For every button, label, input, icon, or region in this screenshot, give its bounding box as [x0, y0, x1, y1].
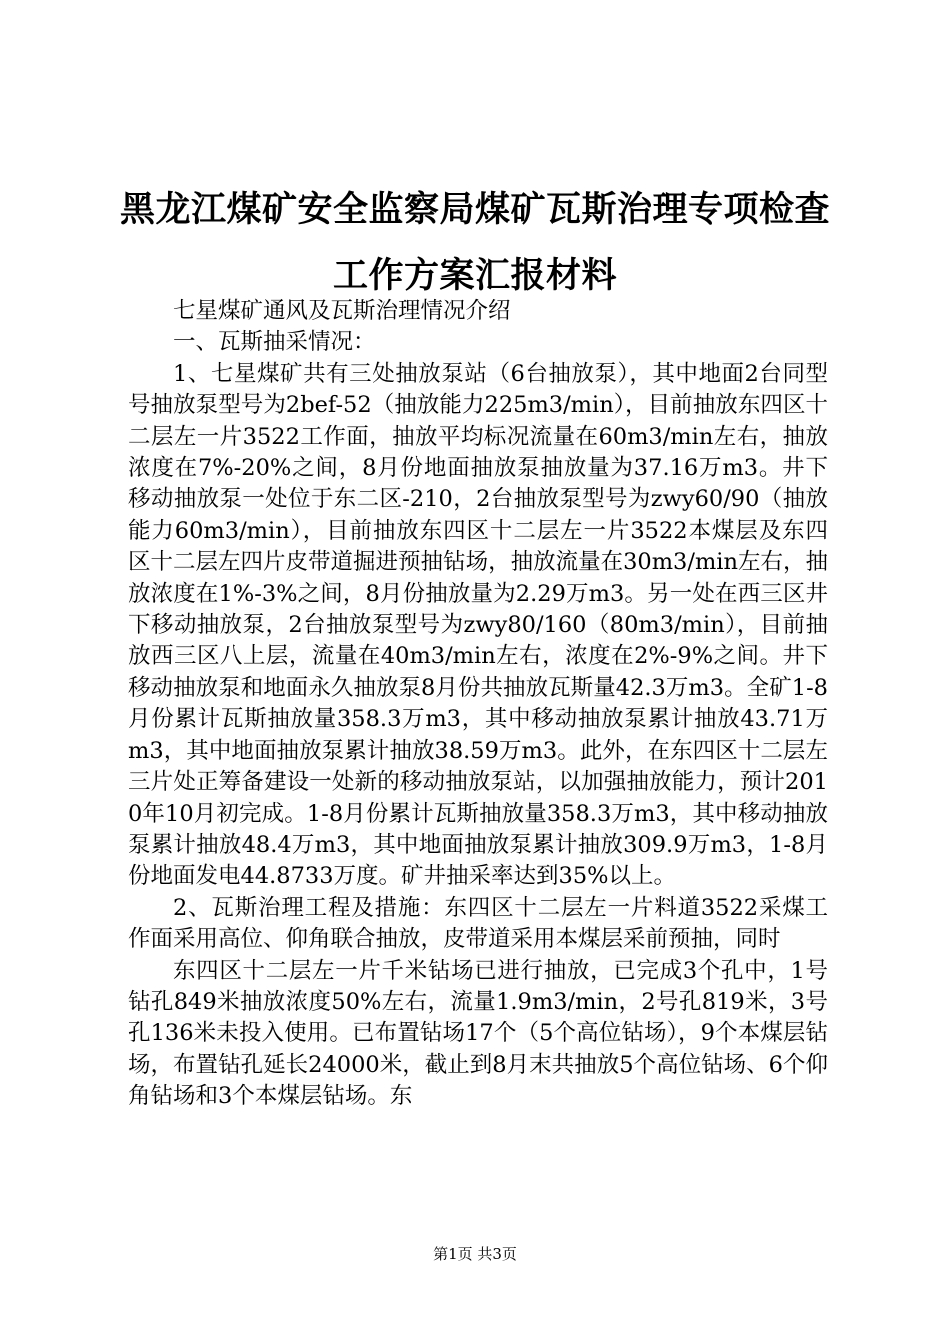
body-paragraph: 东四区十二层左一片千米钻场已进行抽放，已完成3个孔中，1号钻孔849米抽放浓度50%左右，流量1.9m3/min，2号孔819米，3号孔136米未投入使用。已布置钻场17个（5个高位钻场），9个本煤层钻场，布置钻孔延长24000米，截止到8月末共抽放5个高位钻场、6个仰角钻场和3个本煤层钻场。东: [128, 957, 828, 1110]
document-title-line-2: 工作方案汇报材料: [332, 256, 617, 296]
page-footer: 第1页 共3页: [433, 1245, 517, 1263]
document-title-line-1: 黑龙江煤矿安全监察局煤矿瓦斯治理专项检查: [119, 190, 830, 230]
document-body: [128, 296, 828, 1113]
body-paragraph: 1、七星煤矿共有三处抽放泵站（6台抽放泵），其中地面2台同型号抽放泵型号为2bef-52（抽放能力225m3/min），目前抽放东四区十二层左一片3522工作面，抽放平均标况流量在60m3/min左右，抽放浓度在7%-20%之间，8月份地面抽放泵抽放量为37.16万m3。井下移动抽放泵一处位于东二区-210，2台抽放泵型号为zwy60/90（抽放能力60m3/min），目前抽放东四区十二层左一片3522本煤层及东四区十二层左四片皮带道掘进预抽钻场，抽放流量在30m3/min左右，抽放浓度在1%-3%之间，8月份抽放量为2.29万m3。另一处在西三区井下移动抽放泵，2台抽放泵型号为zwy80/160（80m3/min），目前抽放西三区八上层，流量在40m3/min左右，浓度在2%-9%之间。井下移动抽放泵和地面永久抽放泵8月份共抽放瓦斯量42.3万m3。全矿1-8月份累计瓦斯抽放量358.3万m3，其中移动抽放泵累计抽放43.71万m3，其中地面抽放泵累计抽放38.59万m3。此外，在东四区十二层左三片处正筹备建设一处新的移动抽放泵站，以加强抽放能力，预计2010年10月初完成。1-8月份累计瓦斯抽放量358.3万m3，其中移动抽放泵累计抽放48.4万m3，其中地面抽放泵累计抽放309.9万m3，1-8月份地面发电44.8733万度。矿井抽采率达到35%以上。: [128, 360, 828, 890]
subsection-heading: 一、瓦斯抽采情况：: [173, 329, 376, 356]
body-paragraph: 2、瓦斯治理工程及措施：东四区十二层左一片料道3522采煤工作面采用高位、仰角联合抽放，皮带道采用本煤层采前预抽，同时: [128, 894, 828, 953]
section-heading: 七星煤矿通风及瓦斯治理情况介绍: [173, 298, 511, 324]
